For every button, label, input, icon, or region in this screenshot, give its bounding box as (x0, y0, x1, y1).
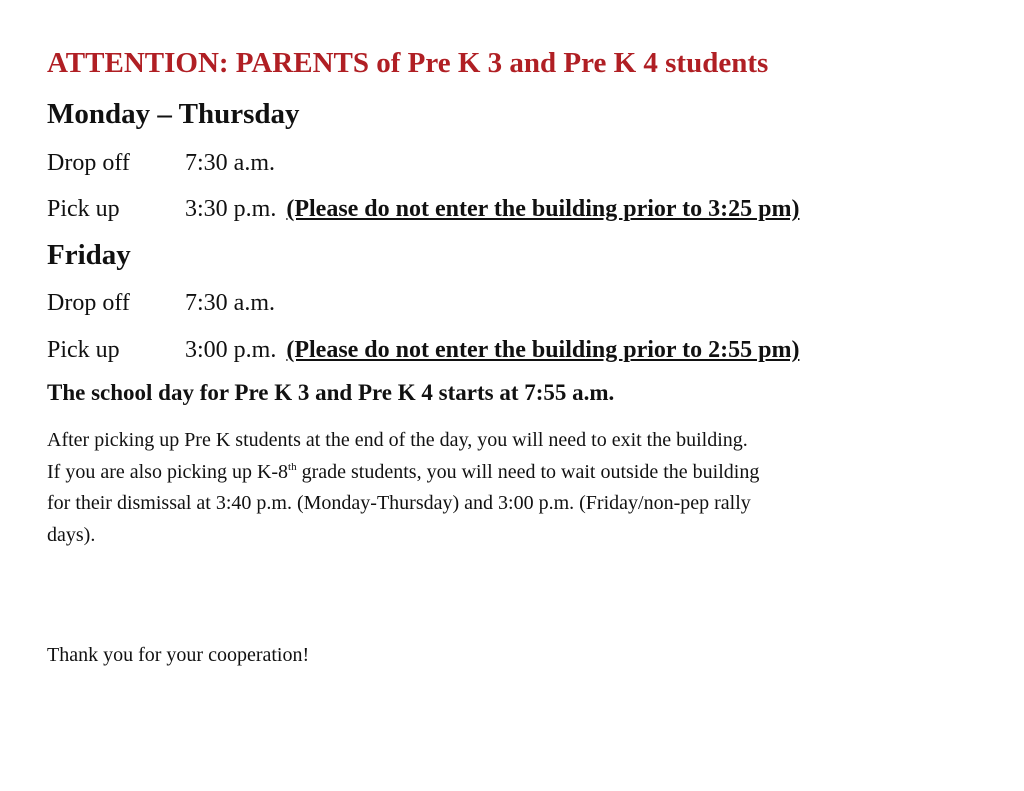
school-start-notice: The school day for Pre K 3 and Pre K 4 starts at 7:55 a.m. (47, 380, 615, 405)
pickup-note: (Please do not enter the building prior to 3:25 pm) (286, 196, 800, 222)
notice-title: ATTENTION: PARENTS of Pre K 3 and Pre K 4 students (47, 47, 769, 79)
dropoff-time: 7:30 a.m. (185, 290, 275, 316)
thank-you-note: Thank you for your cooperation! (47, 644, 310, 666)
dropoff-time: 7:30 a.m. (185, 150, 275, 176)
paragraph-line: After picking up Pre K students at the end of the day, you will need to exit the building. (47, 429, 748, 451)
monday-thursday-heading: Monday – Thursday (47, 98, 300, 130)
dropoff-label: Drop off (47, 150, 130, 176)
pickup-label: Pick up (47, 196, 120, 222)
friday-pickup-row (47, 337, 799, 364)
pickup-label: Pick up (47, 337, 120, 363)
pickup-time: 3:30 p.m. (185, 196, 277, 222)
dropoff-label: Drop off (47, 290, 130, 316)
paragraph-line: for their dismissal at 3:40 p.m. (Monday-Thursday) and 3:00 p.m. (Friday/non-pep rally (47, 492, 751, 514)
friday-heading: Friday (47, 239, 131, 271)
pickup-time: 3:00 p.m. (185, 337, 277, 363)
pickup-note: (Please do not enter the building prior to 2:55 pm) (286, 337, 800, 363)
pickup-instructions-paragraph (47, 425, 982, 551)
paragraph-line (47, 457, 982, 489)
paragraph-text: grade students, you will need to wait outside the building (296, 460, 760, 483)
mon-thu-pickup-row (47, 196, 799, 223)
mon-thu-dropoff-row (47, 150, 275, 177)
friday-dropoff-row (47, 290, 275, 317)
paragraph-text: If you are also picking up K-8 (47, 460, 289, 483)
ordinal-suffix: th (288, 460, 297, 473)
paragraph-line: days). (47, 523, 96, 546)
